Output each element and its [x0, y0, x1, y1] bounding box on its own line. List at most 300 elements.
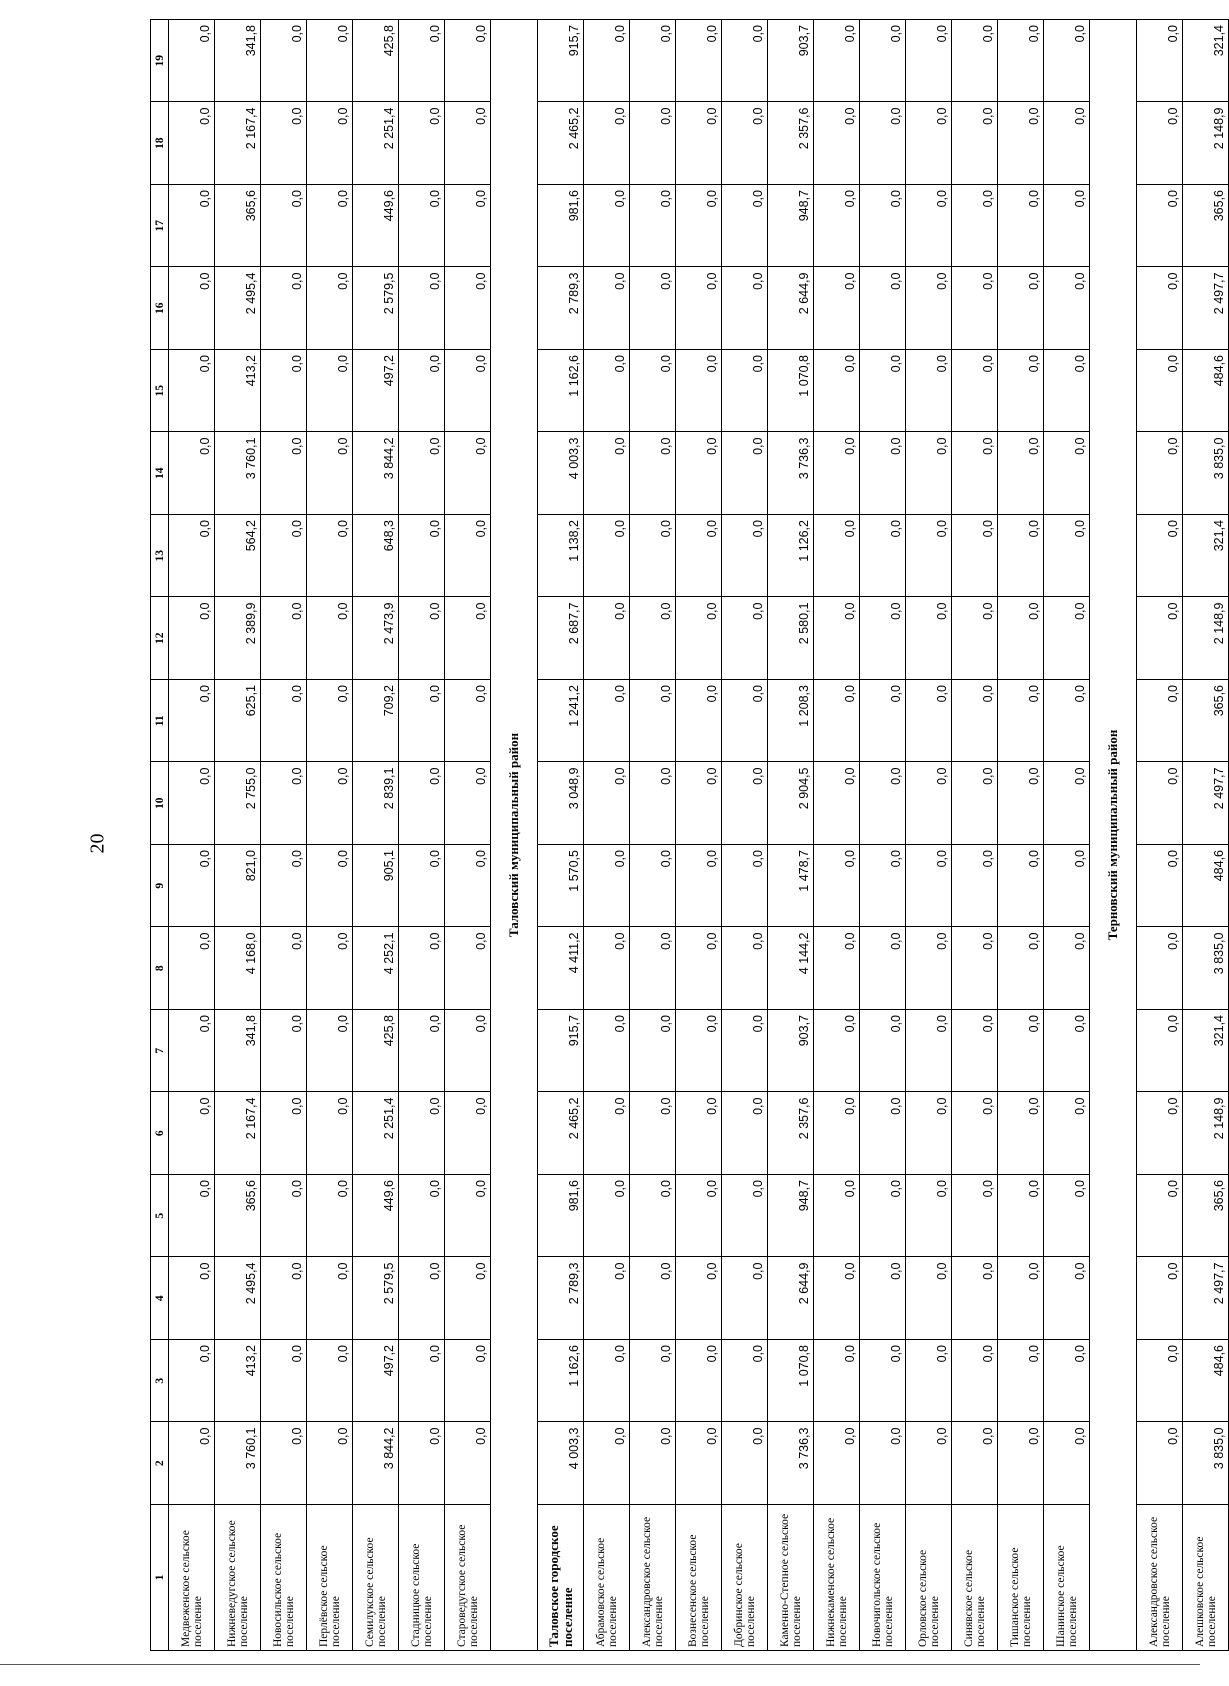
table-cell: 0,0	[998, 267, 1044, 350]
table-cell: 0,0	[906, 267, 952, 350]
table-cell: 2 148,9	[1183, 102, 1229, 185]
table-cell: 0,0	[1137, 1340, 1183, 1423]
settlement-name: Алешковское сельское поселение	[1183, 1505, 1229, 1651]
table-cell: 0,0	[860, 845, 906, 928]
table-cell: 365,6	[1183, 1175, 1229, 1258]
table-cell: 0,0	[998, 102, 1044, 185]
table-cell: 0,0	[584, 185, 630, 268]
table-cell: 0,0	[261, 350, 307, 433]
table-cell: 0,0	[952, 515, 998, 598]
table-cell: 0,0	[169, 185, 215, 268]
table-cell: 0,0	[445, 680, 491, 763]
table-cell: 0,0	[307, 1257, 353, 1340]
column-number-14: 14	[151, 432, 169, 515]
table-cell: 0,0	[906, 927, 952, 1010]
table-cell: 0,0	[860, 1175, 906, 1258]
table-cell: 2 497,7	[1183, 762, 1229, 845]
table-cell: 0,0	[307, 1340, 353, 1423]
table-cell: 564,2	[215, 515, 261, 598]
table-cell: 0,0	[722, 1340, 768, 1423]
table-cell: 0,0	[261, 515, 307, 598]
column-number-10: 10	[151, 762, 169, 845]
table-cell: 0,0	[630, 350, 676, 433]
table-cell: 648,3	[353, 515, 399, 598]
table-cell: 0,0	[1044, 185, 1090, 268]
table-cell: 0,0	[584, 267, 630, 350]
table-cell: 2 389,9	[215, 597, 261, 680]
table-cell: 0,0	[1044, 597, 1090, 680]
table-cell: 0,0	[445, 185, 491, 268]
table-cell: 0,0	[860, 762, 906, 845]
table-cell: 0,0	[722, 20, 768, 103]
table-cell: 0,0	[906, 515, 952, 598]
table-cell: 0,0	[307, 102, 353, 185]
table-row	[630, 20, 676, 1651]
table-cell: 0,0	[998, 350, 1044, 433]
table-cell: 4 003,3	[538, 432, 584, 515]
table-cell: 3 760,1	[215, 432, 261, 515]
table-cell: 0,0	[445, 762, 491, 845]
table-cell: 3 048,9	[538, 762, 584, 845]
table-cell: 0,0	[1044, 432, 1090, 515]
table-cell: 0,0	[952, 432, 998, 515]
table-cell: 0,0	[584, 680, 630, 763]
table-cell: 0,0	[169, 1175, 215, 1258]
table-cell: 2 839,1	[353, 762, 399, 845]
table-cell: 0,0	[860, 515, 906, 598]
table-cell: 0,0	[169, 1010, 215, 1093]
table-cell: 0,0	[814, 432, 860, 515]
table-cell: 0,0	[722, 1092, 768, 1175]
table-cell: 2 167,4	[215, 1092, 261, 1175]
table-cell: 0,0	[307, 1422, 353, 1505]
column-number-12: 12	[151, 597, 169, 680]
settlement-name: Нижневедугское сельское поселение	[215, 1505, 261, 1651]
table-cell: 1 070,8	[768, 350, 814, 433]
table-cell: 0,0	[814, 102, 860, 185]
table-cell: 2 148,9	[1183, 597, 1229, 680]
table-cell: 2 789,3	[538, 1257, 584, 1340]
table-cell: 0,0	[261, 20, 307, 103]
table-cell: 0,0	[998, 597, 1044, 680]
table-cell: 0,0	[952, 1175, 998, 1258]
rotated-table-container	[150, 25, 1226, 1651]
table-cell: 0,0	[1137, 185, 1183, 268]
table-cell: 2 789,3	[538, 267, 584, 350]
table-cell: 0,0	[906, 1257, 952, 1340]
table-cell: 0,0	[906, 185, 952, 268]
table-cell: 4 411,2	[538, 927, 584, 1010]
table-cell: 0,0	[1137, 102, 1183, 185]
table-cell: 0,0	[906, 102, 952, 185]
table-cell: 4 003,3	[538, 1422, 584, 1505]
table-cell: 0,0	[952, 1010, 998, 1093]
table-cell: 0,0	[906, 1092, 952, 1175]
table-cell: 2 495,4	[215, 267, 261, 350]
settlement-name: Староведугское сельское поселение	[445, 1505, 491, 1651]
table-cell: 0,0	[307, 432, 353, 515]
table-cell: 0,0	[630, 20, 676, 103]
table-cell: 0,0	[998, 1340, 1044, 1423]
table-cell: 0,0	[445, 1340, 491, 1423]
table-cell: 0,0	[1137, 20, 1183, 103]
table-cell: 0,0	[906, 680, 952, 763]
table-cell: 0,0	[906, 597, 952, 680]
table-cell: 0,0	[584, 350, 630, 433]
table-cell: 0,0	[860, 267, 906, 350]
table-cell: 0,0	[399, 185, 445, 268]
table-cell: 0,0	[860, 597, 906, 680]
table-cell: 365,6	[215, 185, 261, 268]
table-cell: 1 570,5	[538, 845, 584, 928]
table-cell: 0,0	[1044, 1340, 1090, 1423]
table-cell: 321,4	[1183, 515, 1229, 598]
table-cell: 0,0	[169, 927, 215, 1010]
table-cell: 0,0	[169, 20, 215, 103]
table-row	[906, 20, 952, 1651]
table-cell: 0,0	[399, 597, 445, 680]
table-cell: 981,6	[538, 185, 584, 268]
table-cell: 0,0	[399, 1422, 445, 1505]
table-cell: 0,0	[630, 432, 676, 515]
table-cell: 0,0	[169, 845, 215, 928]
table-cell: 0,0	[261, 1340, 307, 1423]
table-cell: 365,6	[1183, 680, 1229, 763]
table-cell: 0,0	[814, 20, 860, 103]
table-row	[261, 20, 307, 1651]
settlement-name: Новочигольское сельское поселение	[860, 1505, 906, 1651]
table-cell: 0,0	[814, 680, 860, 763]
table-cell: 3 736,3	[768, 432, 814, 515]
section-row	[491, 20, 538, 1651]
table-cell: 0,0	[399, 20, 445, 103]
table-cell: 0,0	[722, 102, 768, 185]
table-cell: 0,0	[445, 1422, 491, 1505]
table-cell: 0,0	[952, 1257, 998, 1340]
table-cell: 2 904,5	[768, 762, 814, 845]
table-cell: 0,0	[1044, 680, 1090, 763]
table-cell: 3 835,0	[1183, 927, 1229, 1010]
table-cell: 0,0	[630, 845, 676, 928]
table-cell: 821,0	[215, 845, 261, 928]
table-cell: 0,0	[630, 1010, 676, 1093]
settlement-name: Орловское сельское поселение	[906, 1505, 952, 1651]
table-cell: 0,0	[1137, 267, 1183, 350]
table-cell: 0,0	[261, 1257, 307, 1340]
table-cell: 0,0	[722, 597, 768, 680]
table-cell: 0,0	[584, 515, 630, 598]
table-cell: 0,0	[1044, 845, 1090, 928]
column-number-4: 4	[151, 1257, 169, 1340]
table-cell: 0,0	[1044, 1175, 1090, 1258]
table-cell: 0,0	[676, 185, 722, 268]
table-cell: 497,2	[353, 1340, 399, 1423]
table-cell: 0,0	[860, 1340, 906, 1423]
table-cell: 0,0	[584, 762, 630, 845]
table-cell: 0,0	[998, 1092, 1044, 1175]
table-cell: 905,1	[353, 845, 399, 928]
settlement-name: Стадницкое сельское поселение	[399, 1505, 445, 1651]
column-number-15: 15	[151, 350, 169, 433]
column-number-19: 19	[151, 20, 169, 103]
table-cell: 0,0	[906, 1422, 952, 1505]
table-cell: 0,0	[399, 432, 445, 515]
table-cell: 413,2	[215, 350, 261, 433]
table-cell: 0,0	[307, 1175, 353, 1258]
table-cell: 2 579,5	[353, 267, 399, 350]
table-cell: 365,6	[1183, 185, 1229, 268]
table-cell: 0,0	[584, 1092, 630, 1175]
table-cell: 0,0	[722, 1257, 768, 1340]
table-cell: 0,0	[630, 927, 676, 1010]
column-number-9: 9	[151, 845, 169, 928]
table-area	[150, 25, 1226, 1651]
table-row	[353, 20, 399, 1651]
table-cell: 0,0	[169, 1092, 215, 1175]
column-number-18: 18	[151, 102, 169, 185]
table-cell: 0,0	[584, 432, 630, 515]
table-cell: 0,0	[307, 680, 353, 763]
table-cell: 0,0	[399, 927, 445, 1010]
table-cell: 625,1	[215, 680, 261, 763]
table-cell: 3 760,1	[215, 1422, 261, 1505]
table-cell: 0,0	[630, 1257, 676, 1340]
table-cell: 0,0	[445, 927, 491, 1010]
table-cell: 0,0	[722, 185, 768, 268]
table-cell: 0,0	[630, 1175, 676, 1258]
table-cell: 0,0	[1137, 762, 1183, 845]
table-cell: 0,0	[998, 20, 1044, 103]
table-cell: 341,8	[215, 20, 261, 103]
table-cell: 0,0	[1044, 20, 1090, 103]
table-cell: 0,0	[676, 1010, 722, 1093]
table-cell: 0,0	[307, 762, 353, 845]
table-cell: 0,0	[307, 597, 353, 680]
table-cell: 0,0	[445, 432, 491, 515]
table-cell: 0,0	[445, 597, 491, 680]
table-cell: 0,0	[261, 432, 307, 515]
table-cell: 4 168,0	[215, 927, 261, 1010]
table-cell: 0,0	[1137, 432, 1183, 515]
column-number-1: 1	[151, 1505, 169, 1651]
table-cell: 0,0	[676, 1340, 722, 1423]
table-cell: 0,0	[630, 267, 676, 350]
column-number-16: 16	[151, 267, 169, 350]
settlement-name: Вознесенское сельское поселение	[676, 1505, 722, 1651]
table-cell: 0,0	[722, 1422, 768, 1505]
table-cell: 0,0	[906, 1010, 952, 1093]
table-cell: 0,0	[261, 927, 307, 1010]
table-cell: 0,0	[307, 1010, 353, 1093]
table-cell: 0,0	[676, 267, 722, 350]
table-cell: 0,0	[307, 927, 353, 1010]
settlement-name: Тишанское сельское поселение	[998, 1505, 1044, 1651]
table-cell: 321,4	[1183, 20, 1229, 103]
table-cell: 0,0	[1137, 927, 1183, 1010]
table-cell: 2 473,9	[353, 597, 399, 680]
table-cell: 0,0	[445, 1175, 491, 1258]
table-cell: 2 357,6	[768, 1092, 814, 1175]
table-cell: 0,0	[814, 927, 860, 1010]
table-cell: 484,6	[1183, 350, 1229, 433]
table-cell: 903,7	[768, 1010, 814, 1093]
settlement-name: Добринское сельское поселение	[722, 1505, 768, 1651]
table-cell: 0,0	[1137, 845, 1183, 928]
table-cell: 0,0	[169, 350, 215, 433]
table-cell: 2 251,4	[353, 1092, 399, 1175]
table-cell: 0,0	[860, 1010, 906, 1093]
settlement-name: Шанинское сельское поселение	[1044, 1505, 1090, 1651]
table-cell: 0,0	[814, 515, 860, 598]
table-cell: 0,0	[814, 1422, 860, 1505]
table-cell: 0,0	[952, 1422, 998, 1505]
settlement-name: Медвеженское сельское поселение	[169, 1505, 215, 1651]
table-cell: 2 495,4	[215, 1257, 261, 1340]
table-cell: 709,2	[353, 680, 399, 763]
table-cell: 0,0	[169, 1340, 215, 1423]
table-cell: 0,0	[676, 102, 722, 185]
table-cell: 0,0	[445, 20, 491, 103]
table-cell: 0,0	[860, 680, 906, 763]
table-cell: 0,0	[445, 1092, 491, 1175]
table-cell: 0,0	[814, 185, 860, 268]
page-number: 20	[86, 833, 109, 854]
table-row	[538, 20, 584, 1651]
column-number-8: 8	[151, 927, 169, 1010]
table-cell: 0,0	[169, 1257, 215, 1340]
table-cell: 1 070,8	[768, 1340, 814, 1423]
table-cell: 0,0	[814, 1257, 860, 1340]
table-cell: 2 167,4	[215, 102, 261, 185]
table-cell: 0,0	[998, 1422, 1044, 1505]
table-cell: 0,0	[860, 1422, 906, 1505]
table-cell: 341,8	[215, 1010, 261, 1093]
table-cell: 0,0	[307, 1092, 353, 1175]
table-cell: 0,0	[307, 845, 353, 928]
table-cell: 0,0	[1044, 515, 1090, 598]
table-cell: 0,0	[998, 762, 1044, 845]
table-cell: 3 844,2	[353, 1422, 399, 1505]
table-cell: 0,0	[814, 1340, 860, 1423]
table-cell: 0,0	[1044, 1257, 1090, 1340]
table-cell: 0,0	[261, 1092, 307, 1175]
table-cell: 0,0	[814, 1175, 860, 1258]
table-cell: 0,0	[952, 680, 998, 763]
table-cell: 0,0	[676, 1175, 722, 1258]
table-cell: 0,0	[1044, 762, 1090, 845]
table-cell: 0,0	[860, 20, 906, 103]
table-cell: 0,0	[1137, 597, 1183, 680]
table-cell: 0,0	[169, 597, 215, 680]
table-cell: 0,0	[906, 432, 952, 515]
table-cell: 0,0	[445, 1010, 491, 1093]
table-cell: 1 162,6	[538, 1340, 584, 1423]
table-row	[860, 20, 906, 1651]
table-cell: 2 580,1	[768, 597, 814, 680]
table-cell: 2 755,0	[215, 762, 261, 845]
table-row	[399, 20, 445, 1651]
table-cell: 0,0	[676, 432, 722, 515]
table-cell: 0,0	[860, 1092, 906, 1175]
table-cell: 425,8	[353, 20, 399, 103]
table-cell: 0,0	[952, 102, 998, 185]
table-cell: 0,0	[676, 597, 722, 680]
table-cell: 0,0	[676, 20, 722, 103]
table-cell: 0,0	[399, 1010, 445, 1093]
table-cell: 484,6	[1183, 845, 1229, 928]
table-cell: 0,0	[399, 102, 445, 185]
table-cell: 0,0	[307, 267, 353, 350]
table-cell: 2 497,7	[1183, 267, 1229, 350]
table-cell: 0,0	[814, 350, 860, 433]
table-cell: 0,0	[261, 1175, 307, 1258]
settlement-name: Новосильское сельское поселение	[261, 1505, 307, 1651]
table-cell: 981,6	[538, 1175, 584, 1258]
table-cell: 0,0	[630, 597, 676, 680]
table-cell: 0,0	[906, 1340, 952, 1423]
table-cell: 0,0	[261, 102, 307, 185]
table-cell: 0,0	[307, 350, 353, 433]
table-cell: 0,0	[399, 1257, 445, 1340]
table-cell: 0,0	[261, 185, 307, 268]
table-cell: 0,0	[676, 1092, 722, 1175]
table-cell: 0,0	[814, 597, 860, 680]
settlement-name: Нижнекаменское сельское поселение	[814, 1505, 860, 1651]
settlement-name: Абрамовское сельское поселение	[584, 1505, 630, 1651]
table-cell: 449,6	[353, 1175, 399, 1258]
table-cell: 0,0	[814, 1092, 860, 1175]
table-cell: 0,0	[399, 267, 445, 350]
column-number-17: 17	[151, 185, 169, 268]
table-cell: 0,0	[998, 185, 1044, 268]
table-row	[1137, 20, 1183, 1651]
table-cell: 0,0	[998, 515, 1044, 598]
table-row	[952, 20, 998, 1651]
table-cell: 0,0	[399, 680, 445, 763]
table-cell: 4 144,2	[768, 927, 814, 1010]
table-row	[307, 20, 353, 1651]
table-row	[169, 20, 215, 1651]
column-number-11: 11	[151, 680, 169, 763]
table-cell: 0,0	[998, 1010, 1044, 1093]
table-cell: 0,0	[584, 597, 630, 680]
table-cell: 0,0	[952, 845, 998, 928]
table-cell: 0,0	[952, 927, 998, 1010]
table-cell: 0,0	[676, 927, 722, 1010]
table-cell: 0,0	[445, 350, 491, 433]
table-cell: 0,0	[584, 1422, 630, 1505]
table-cell: 1 126,2	[768, 515, 814, 598]
table-cell: 0,0	[261, 1422, 307, 1505]
table-cell: 0,0	[630, 515, 676, 598]
section-title: Терновский муниципальный район	[1090, 20, 1137, 1651]
column-number-5: 5	[151, 1175, 169, 1258]
table-cell: 0,0	[676, 762, 722, 845]
table-cell: 3 844,2	[353, 432, 399, 515]
table-cell: 0,0	[676, 1422, 722, 1505]
table-cell: 915,7	[538, 20, 584, 103]
table-cell: 0,0	[584, 102, 630, 185]
table-cell: 0,0	[261, 1010, 307, 1093]
table-cell: 1 241,2	[538, 680, 584, 763]
table-cell: 0,0	[169, 267, 215, 350]
table-cell: 0,0	[169, 432, 215, 515]
table-cell: 2 579,5	[353, 1257, 399, 1340]
table-cell: 0,0	[906, 845, 952, 928]
table-cell: 0,0	[1137, 1010, 1183, 1093]
table-cell: 0,0	[584, 927, 630, 1010]
table-cell: 0,0	[399, 1340, 445, 1423]
